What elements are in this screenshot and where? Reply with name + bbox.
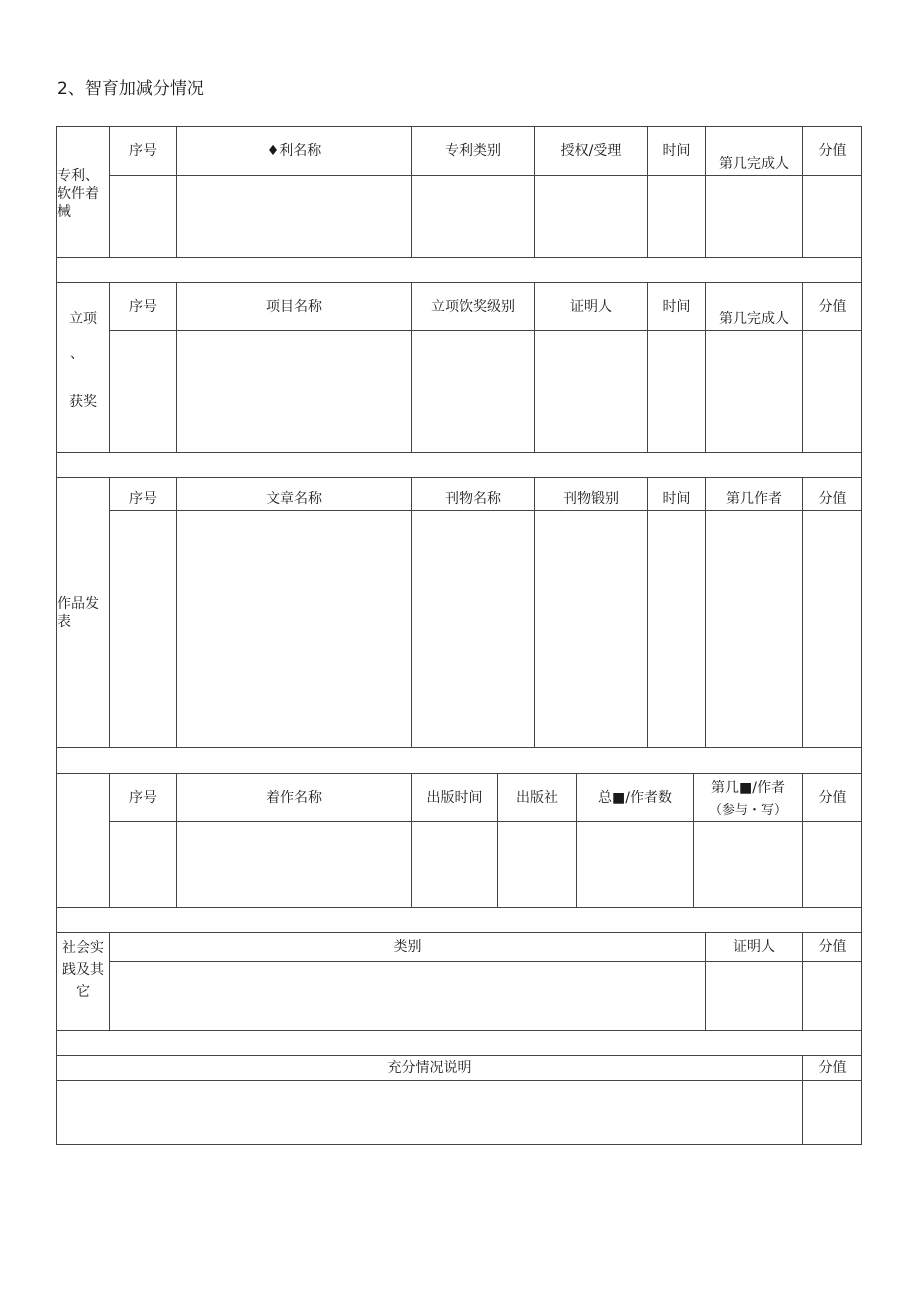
project-header-cell: 时间 [662,298,691,315]
works-col-divider [647,477,648,747]
works-col-divider [705,477,706,747]
patent-header-cell: 第几完成人 [719,156,789,172]
works-col-divider [802,477,803,747]
project-row-label: 获奖 [69,394,97,410]
social-header-cell: 证明人 [733,939,775,955]
section-heading: 2、智育加减分情况 [57,79,204,99]
works-header-cell: 刊物名称 [445,491,501,507]
patent-header-divider [109,175,862,176]
works-col-divider [176,477,177,747]
book-header-cell: 分值 [818,789,847,806]
works-header-cell: 第几作者 [726,491,782,507]
summary-header-cell: 分值 [818,1060,847,1076]
patent-row-label: 专利、软件着械 [57,168,99,220]
patent-bottom-border [56,257,862,258]
works-header-cell: 刊物锻别 [563,491,619,507]
patent-header-cell: 授权/受理 [560,143,622,159]
book-header-cell: 序号 [129,789,157,806]
social-header-divider [109,961,862,962]
social-row-label: 社会实践及其它 [62,940,104,1000]
patent-header-cell: ♦利名称 [266,143,322,159]
project-header-cell: 立项饮奖级别 [431,298,515,315]
works-col-divider [534,477,535,747]
works-header-cell: 分值 [818,491,847,507]
table-left-border [56,126,57,1144]
project-header-cell: 第几完成人 [719,311,789,327]
summary-header-divider [56,1080,862,1081]
social-header-cell: 类别 [393,939,422,955]
project-row-label: 立项 [69,311,97,327]
project-row-label: 、 [70,346,84,362]
book-header-subcell: （参与・写） [708,803,787,818]
book-header-cell: 出版社 [516,789,558,806]
book-header-cell: 第几■/作者 [711,780,785,796]
book-header-divider [109,821,862,822]
works-col-divider [411,477,412,747]
works-header-cell: 时间 [662,491,691,507]
project-header-cell: 项目名称 [266,298,322,315]
book-bottom-border [56,907,862,908]
book-header-cell: 出版时间 [426,789,483,806]
patent-header-cell: 时间 [662,143,691,159]
social-bottom-border [56,1030,862,1031]
project-header-cell: 序号 [129,298,157,315]
patent-header-cell: 分值 [818,143,847,159]
book-header-cell: 着作名称 [266,789,322,806]
social-header-cell: 分值 [818,939,847,955]
project-header-cell: 分值 [818,298,847,315]
works-row-label: 作品发表 [57,596,99,630]
summary-header-cell: 充分情况说明 [387,1060,472,1076]
project-header-cell: 证明人 [570,298,612,315]
project-bottom-border [56,452,862,453]
works-header-divider [109,510,862,511]
works-col-divider [109,477,110,747]
patent-header-cell: 专利类别 [445,143,501,159]
summary-bottom-border [56,1144,862,1145]
book-header-cell: 总■/作者数 [598,789,672,806]
works-header-cell: 文章名称 [266,491,322,507]
project-header-divider [109,330,862,331]
table-right-border [861,126,862,1145]
works-header-cell: 序号 [129,491,157,507]
works-bottom-border [56,747,862,748]
patent-header-cell: 序号 [129,143,157,159]
